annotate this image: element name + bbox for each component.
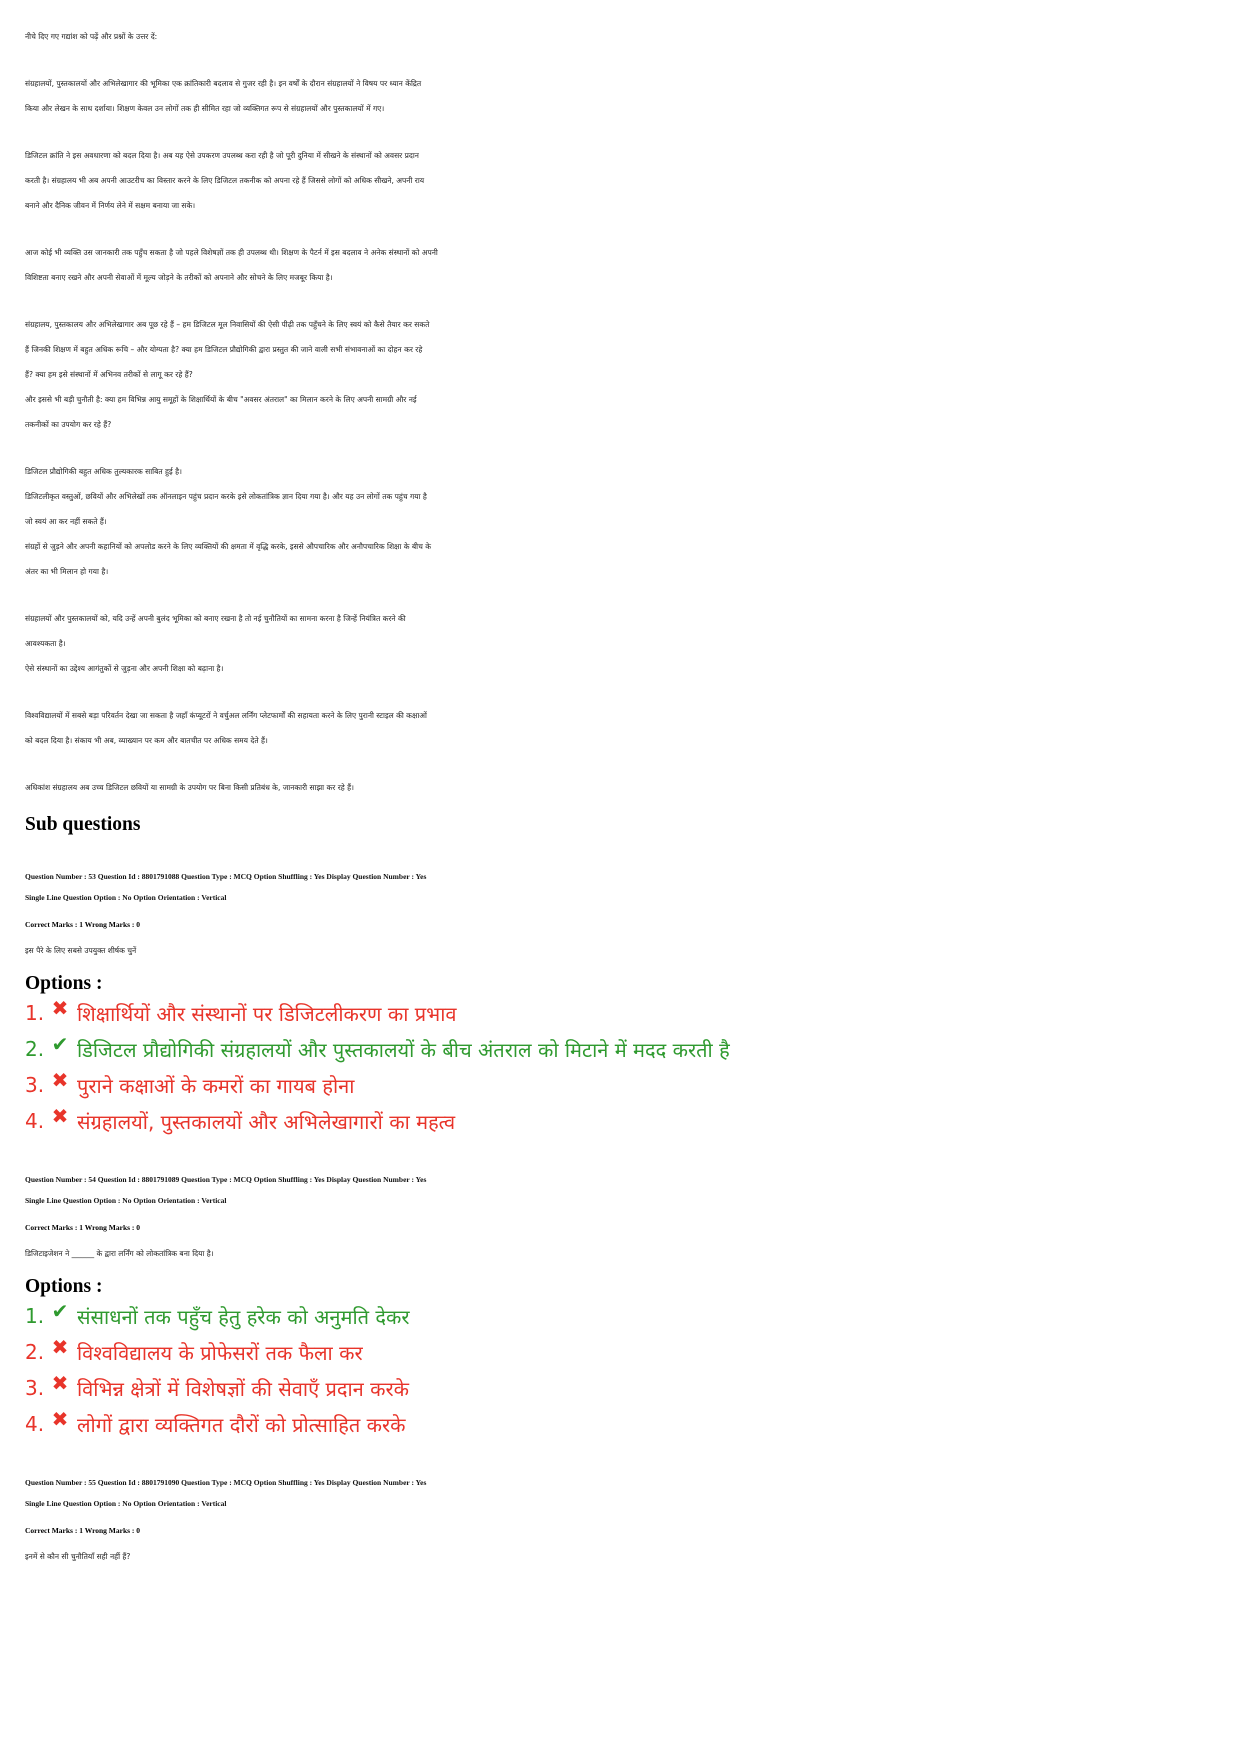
option-text: शिक्षार्थियों और संस्थानों पर डिजिटलीकरण का प्रभाव [77,1001,457,1026]
question-text: इस पैरे के लिए सबसे उपयुक्त शीर्षक चुनें [25,946,137,955]
option-number: 1. [25,1304,45,1328]
passage-paragraph [25,606,1220,681]
cross-icon: ✖ [51,1068,69,1092]
option-3 [25,1067,1220,1103]
options-label: Options : [25,1276,103,1297]
passage-paragraph [25,703,1220,753]
paragraph-line: करती है। संग्रहालय भी अब अपनी आउटरीच का विस्तार करने के लिए डिजिटल तकनीक को अपना रहे हैं जिससे लोगों को अधिक सीखने, अपनी राय [25,176,425,185]
question-text: इनमें से कौन सी चुनौतियाँ सही नहीं हैं? [25,1552,131,1561]
option-1 [25,1298,1220,1334]
intro-line: नीचे दिए गए गद्यांश को पढ़ें और प्रश्नों के उत्तर दें: [25,32,158,41]
option-number: 1. [25,1001,45,1025]
paragraph-line: संग्रहालय, पुस्तकालय और अभिलेखागार अब पूछ रहे हैं – हम डिजिटल मूल निवासियों की ऐसी पीढ़ी तक पहुँचने के लिए स्वयं को कैसे तैयार कर सकते [25,320,430,329]
question-block [25,1472,1220,1569]
paragraph-line: डिजिटल प्रौद्योगिकी बहुत अधिक तुल्यकारक साबित हुई है। [25,467,182,476]
option-text: विश्वविद्यालय के प्रोफेसरों तक फैला कर [77,1340,363,1365]
check-icon: ✔ [51,1299,69,1323]
question-text: डिजिटाइजेशन ने ______ के द्वारा लर्निंग को लोकतांत्रिक बना दिया है। [25,1249,214,1258]
option-number: 3. [25,1073,45,1097]
option-4 [25,1406,1220,1442]
passage-paragraph [25,775,1220,800]
option-4 [25,1103,1220,1139]
paragraph-line: आज कोई भी व्यक्ति उस जानकारी तक पहुँच सकता है जो पहले विशेषज्ञों तक ही उपलब्ध थी। शिक्षण के पैटर्न में इस बदलाव ने अनेक संस्थानों को अपनी [25,248,438,257]
paragraph-line: और इससे भी बड़ी चुनौती है: क्या हम विभिन्न आयु समूहों के शिक्षार्थियों के बीच "अवसर अंतराल" का मिलान करने के लिए अपनी सामग्री और नई [25,395,417,404]
question-marks: Correct Marks : 1 Wrong Marks : 0 [25,1526,141,1535]
question-meta-line: Question Number : 54 Question Id : 8801791089 Question Type : MCQ Option Shuffling : Yes Display Question Number : Yes [25,1175,427,1184]
sub-questions-label: Sub questions [25,814,141,835]
passage-intro [25,24,1220,49]
paragraph-line: जो स्वयं आ कर नहीं सकते हैं। [25,517,107,526]
paragraph-line: विश्वविद्यालयों में सबसे बड़ा परिवर्तन देखा जा सकता है जहाँ कंप्यूटरों ने वर्चुअल लर्निंग प्लेटफार्मों की सहायता करने के लिए पुरानी स्टाइल की कक्षाओं [25,711,427,720]
question-meta-line: Question Number : 53 Question Id : 8801791088 Question Type : MCQ Option Shuffling : Yes Display Question Number : Yes [25,872,427,881]
option-number: 2. [25,1340,45,1364]
paragraph-line: अधिकांश संग्रहालय अब उच्च डिजिटल छवियों या सामग्री के उपयोग पर बिना किसी प्रतिबंध के, जानकारी साझा कर रहे हैं। [25,783,354,792]
options-label: Options : [25,973,103,994]
option-1 [25,995,1220,1031]
question-header [25,1472,1220,1514]
paragraph-line: डिजिटलीकृत वस्तुओं, छवियों और अभिलेखों तक ऑनलाइन पहुंच प्रदान करके इसे लोकतांत्रिक ज्ञान दिया गया है। और यह उन लोगों तक पहुंच गया है [25,492,427,501]
passage-body [25,71,1220,800]
question-marks: Correct Marks : 1 Wrong Marks : 0 [25,920,141,929]
paragraph-line: बनाने और दैनिक जीवन में निर्णय लेने में सक्षम बनाया जा सके। [25,201,196,210]
paragraph-line: संग्रहों से जुड़ने और अपनी कहानियों को अपलोड करने के लिए व्यक्तियों की क्षमता में वृद्धि करके, इससे औपचारिक और अनौपचारिक शिक्षा के बीच के [25,542,432,551]
option-text: विभिन्न क्षेत्रों में विशेषज्ञों की सेवाएँ प्रदान करके [77,1376,410,1401]
passage-paragraph [25,312,1220,437]
passage-paragraph [25,71,1220,121]
option-text: संग्रहालयों, पुस्तकालयों और अभिलेखागारों का महत्व [77,1109,456,1134]
paragraph-line: हैं? क्या हम इसे संस्थानों में अभिनव तरीकों से लागू कर रहे हैं? [25,370,193,379]
question-marks: Correct Marks : 1 Wrong Marks : 0 [25,1223,141,1232]
paragraph-line: ऐसे संस्थानों का उद्देश्य आगंतुकों से जुड़ना और अपनी शिक्षा को बढ़ाना है। [25,664,224,673]
cross-icon: ✖ [51,1407,69,1431]
question-meta-line: Question Number : 55 Question Id : 8801791090 Question Type : MCQ Option Shuffling : Yes Display Question Number : Yes [25,1478,427,1487]
passage-paragraph [25,459,1220,584]
option-3 [25,1370,1220,1406]
question-block [25,866,1220,1139]
paragraph-line: संग्रहालयों, पुस्तकालयों और अभिलेखागार की भूमिका एक क्रांतिकारी बदलाव से गुजर रही है। इन वर्षों के दौरान संग्रहालयों ने विषय पर ध्यान केंद्रित [25,79,422,88]
cross-icon: ✖ [51,1104,69,1128]
option-2 [25,1334,1220,1370]
document-page [25,24,1220,1569]
paragraph-line: डिजिटल क्रांति ने इस अवधारणा को बदल दिया है। अब यह ऐसे उपकरण उपलब्ध करा रही है जो पूरी दुनिया में सीखने के संस्थानों को अवसर प्रदान [25,151,419,160]
option-number: 3. [25,1376,45,1400]
paragraph-line: किया और लेखन के साथ दर्शाया। शिक्षण केवल उन लोगों तक ही सीमित रहा जो व्यक्तिगत रूप से संग्रहालयों और पुस्तकालयों में गए। [25,104,385,113]
paragraph-line: तकनीकों का उपयोग कर रहे हैं? [25,420,112,429]
paragraph-line: संग्रहालयों और पुस्तकालयों को, यदि उन्हें अपनी बुलंद भूमिका को बनाए रखना है तो नई चुनौतियों का सामना करना है जिन्हें नियंत्रित करने की [25,614,406,623]
paragraph-line: को बदल दिया है। संकाय भी अब, व्याख्यान पर कम और बातचीत पर अधिक समय देते हैं। [25,736,268,745]
question-meta-line: Single Line Question Option : No Option Orientation : Vertical [25,1196,227,1205]
question-list [25,866,1220,1569]
check-icon: ✔ [51,1032,69,1056]
option-text: लोगों द्वारा व्यक्तिगत दौरों को प्रोत्साहित करके [77,1412,406,1437]
option-text: डिजिटल प्रौद्योगिकी संग्रहालयों और पुस्तकालयों के बीच अंतराल को मिटाने में मदद करती है [77,1037,730,1062]
passage-paragraph [25,143,1220,218]
question-header [25,866,1220,908]
option-2 [25,1031,1220,1067]
cross-icon: ✖ [51,996,69,1020]
cross-icon: ✖ [51,1371,69,1395]
option-text: संसाधनों तक पहुँच हेतु हरेक को अनुमति देकर [77,1304,410,1329]
paragraph-line: हैं जिनकी शिक्षण में बहुत अधिक रूचि – और योग्यता है? क्या हम डिजिटल प्रौद्योगिकी द्वारा प्रस्तुत की जाने वाली सभी संभावनाओं का दोहन कर रहे [25,345,423,354]
question-meta-line: Single Line Question Option : No Option Orientation : Vertical [25,1499,227,1508]
question-meta-line: Single Line Question Option : No Option Orientation : Vertical [25,893,227,902]
option-text: पुराने कक्षाओं के कमरों का गायब होना [77,1073,355,1098]
option-number: 2. [25,1037,45,1061]
paragraph-line: आवश्यकता है। [25,639,66,648]
paragraph-line: अंतर का भी मिलान हो गया है। [25,567,109,576]
question-block [25,1169,1220,1442]
question-header [25,1169,1220,1211]
passage-paragraph [25,240,1220,290]
cross-icon: ✖ [51,1335,69,1359]
option-number: 4. [25,1412,45,1436]
paragraph-line: विशिष्टता बनाए रखने और अपनी सेवाओं में मूल्य जोड़ने के तरीकों को अपनाने और सोचने के लिए मजबूर किया है। [25,273,333,282]
option-number: 4. [25,1109,45,1133]
